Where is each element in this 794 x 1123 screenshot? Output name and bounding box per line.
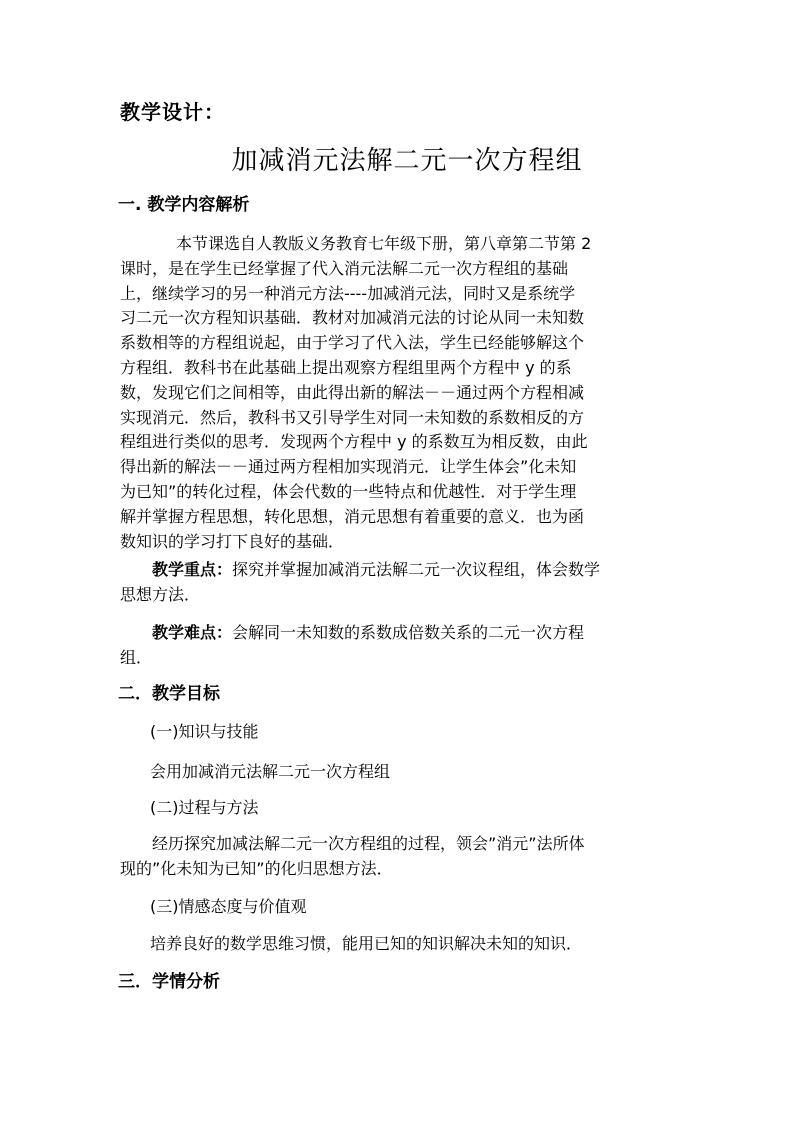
- paragraph-line: 习二元一次方程知识基础．教材对加减消元法的讨论从同一未知数: [120, 308, 585, 328]
- key-point-label: 教学重点：: [152, 560, 233, 579]
- difficult-point-label: 教学难点：: [152, 623, 233, 642]
- content-analysis-paragraph: [120, 232, 680, 554]
- key-point-paragraph: [120, 558, 680, 608]
- key-point-line: [120, 558, 680, 583]
- section-heading-learner-analysis: 三．学情分析: [118, 972, 220, 992]
- paragraph-line: 系数相等的方程组说起，由于学习了代入法，学生已经能够解这个: [120, 333, 585, 353]
- paragraph-line: 实现消元．然后，教科书又引导学生对同一未知数的系数相反的方: [120, 407, 585, 427]
- key-point-text: 探究并掌握加减消元法解二元一次议程组，体会数学: [232, 560, 601, 579]
- difficult-point-text: 会解同一未知数的系数成倍数关系的二元一次方程: [232, 623, 585, 642]
- difficult-point-line-2: 组．: [120, 647, 153, 667]
- goal-process-line-2: 现的”化未知为已知”的化归思想方法．: [120, 858, 393, 878]
- paragraph-line: 为已知”的转化过程，体会代数的一些特点和优越性．对于学生理: [120, 481, 577, 501]
- paragraph-line: 课时，是在学生已经掌握了代入消元法解二元一次方程组的基础: [120, 258, 569, 278]
- document-title: 加减消元法解二元一次方程组: [231, 146, 583, 176]
- goal-subheading-process: (二)过程与方法: [150, 798, 259, 817]
- goal-text-knowledge: 会用加减消元法解二元一次方程组: [150, 762, 391, 781]
- paragraph-line: 数知识的学习打下良好的基础．: [120, 531, 345, 551]
- goal-process-line: 经历探究加减法解二元一次方程组的过程，领会”消元”法所体: [152, 834, 585, 853]
- goal-subheading-attitude: (三)情感态度与价值观: [150, 897, 307, 916]
- document-label: 教学设计：: [120, 100, 225, 124]
- paragraph-line: 得出新的解法－－通过两方程相加实现消元．让学生体会”化未知: [120, 457, 577, 477]
- paragraph-line: 数，发现它们之间相等，由此得出新的解法－－通过两个方程相减: [120, 382, 585, 402]
- goal-subheading-knowledge: (一)知识与技能: [150, 722, 259, 741]
- paragraph-line: 本节课选自人教版义务教育七年级下册，第八章第二节第 2: [176, 234, 592, 253]
- difficult-point-line: [120, 621, 680, 646]
- paragraph-line: 解并掌握方程思想，转化思想，消元思想有着重要的意义．也为函: [120, 506, 585, 526]
- goal-text-attitude: 培养良好的数学思维习惯，能用已知的知识解决未知的知识．: [150, 934, 583, 953]
- section-heading-teaching-goals: 二．教学目标: [118, 684, 220, 704]
- difficult-point-paragraph: [120, 621, 680, 671]
- paragraph-line: 上，继续学习的另一种消元方法----加减消元法，同时又是系统学: [120, 283, 576, 303]
- key-point-line-2: 思想方法．: [120, 584, 201, 604]
- paragraph-line: 方程组．教科书在此基础上提出观察方程组里两个方程中 y 的系: [120, 357, 572, 377]
- paragraph-line: 程组进行类似的思考．发现两个方程中 y 的系数互为相反数，由此: [120, 432, 588, 452]
- section-heading-content-analysis: 一. 教学内容解析: [118, 195, 250, 215]
- goal-text-process: [120, 832, 680, 882]
